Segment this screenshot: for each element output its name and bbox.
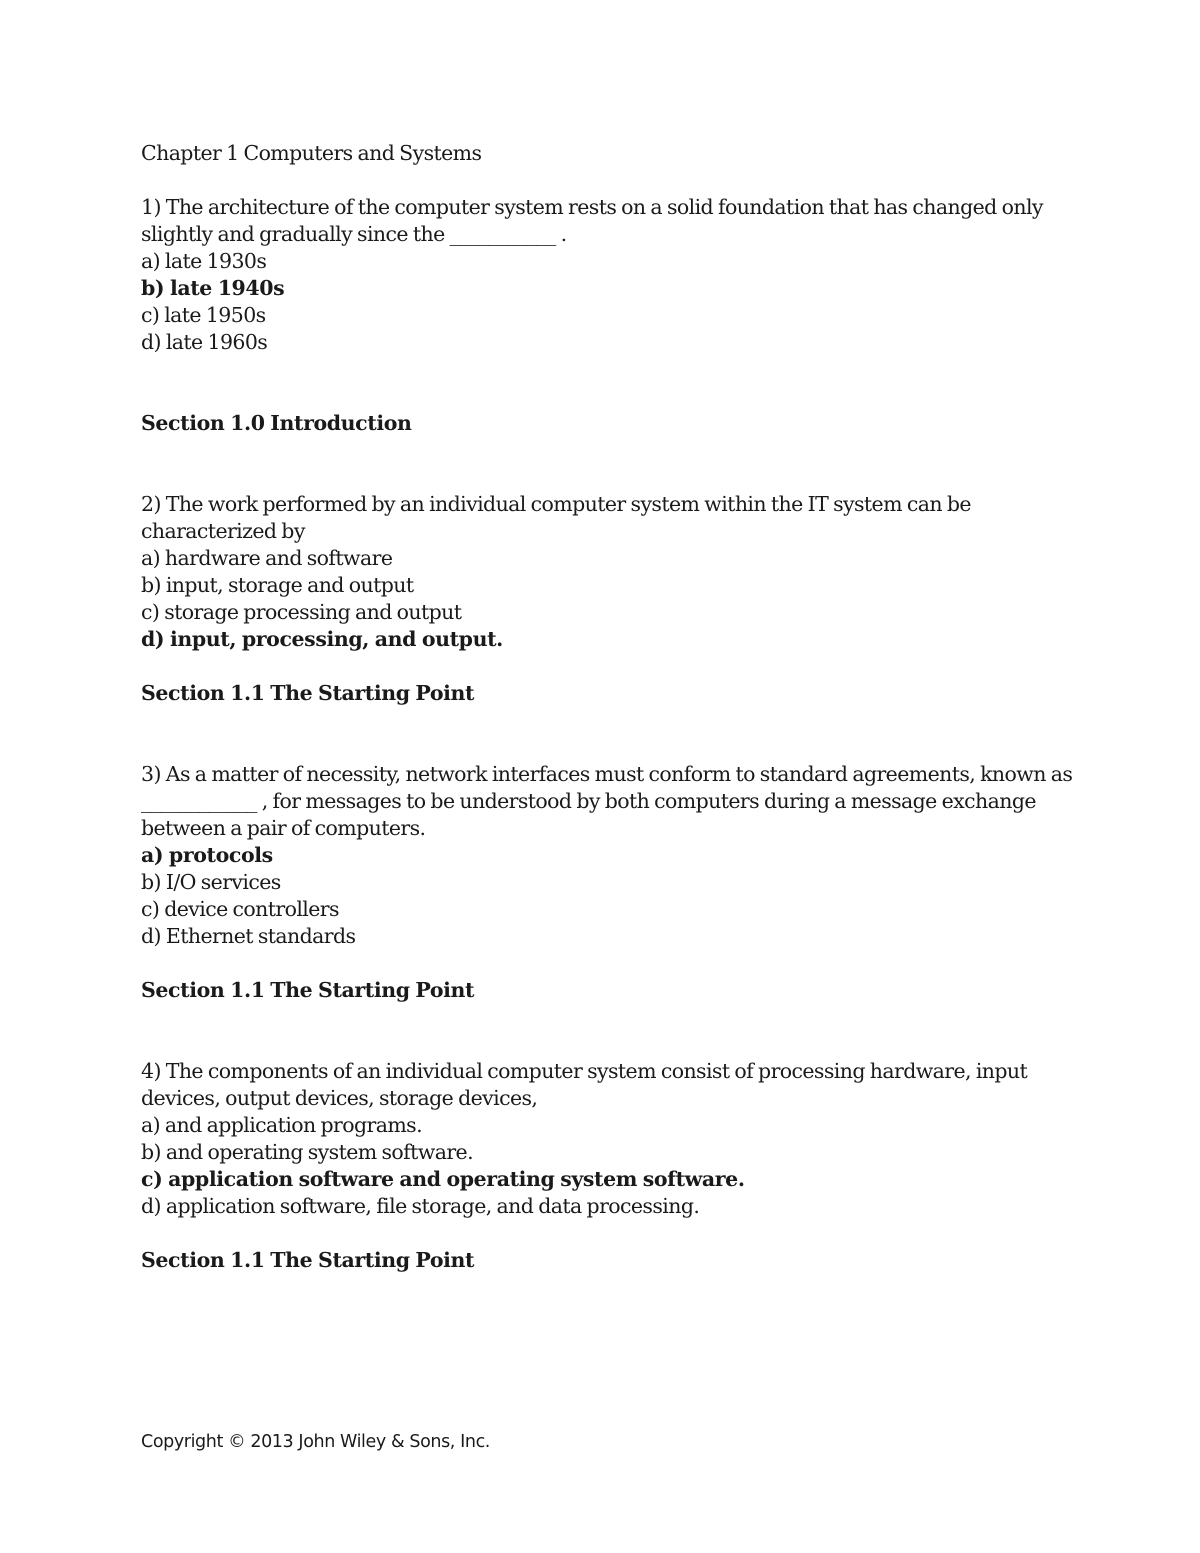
- question-2: [141, 491, 1061, 707]
- answer-option: b) and operating system software.: [141, 1140, 474, 1164]
- document-body: [141, 140, 1073, 1274]
- section-reference: Section 1.0 Introduction: [141, 411, 412, 435]
- answer-option: d) application software, file storage, and data processing.: [141, 1194, 700, 1218]
- answer-option: c) device controllers: [141, 897, 339, 921]
- answer-option: a) hardware and software: [141, 546, 393, 570]
- question-stem-line: ____________ , for messages to be understood by both computers during a message exchange: [141, 789, 1036, 813]
- question-stem-line: 1) The architecture of the computer system rests on a solid foundation that has changed only: [141, 195, 1043, 219]
- section-reference: Section 1.1 The Starting Point: [141, 681, 475, 705]
- question-stem-line: characterized by: [141, 519, 305, 543]
- question-stem-line: 3) As a matter of necessity, network interfaces must conform to standard agreements, known as: [141, 762, 1073, 786]
- question-stem-line: 2) The work performed by an individual computer system within the IT system can be: [141, 492, 971, 516]
- section-reference: Section 1.1 The Starting Point: [141, 1248, 475, 1272]
- question-stem-line: between a pair of computers.: [141, 816, 426, 840]
- answer-option-correct: b) late 1940s: [141, 276, 285, 300]
- answer-option: c) storage processing and output: [141, 600, 462, 624]
- answer-option: c) late 1950s: [141, 303, 266, 327]
- answer-option: d) late 1960s: [141, 330, 268, 354]
- question-stem-line: devices, output devices, storage devices,: [141, 1086, 538, 1110]
- answer-option: a) late 1930s: [141, 249, 267, 273]
- answer-option: b) input, storage and output: [141, 573, 414, 597]
- question-4: [141, 1058, 1061, 1274]
- answer-option-correct: c) application software and operating system software.: [141, 1167, 745, 1191]
- answer-option: a) and application programs.: [141, 1113, 423, 1137]
- question-stem-line: 4) The components of an individual computer system consist of processing hardware, input: [141, 1059, 1028, 1083]
- question-stem-line: slightly and gradually since the ___________ .: [141, 222, 567, 246]
- section-reference: Section 1.1 The Starting Point: [141, 978, 475, 1002]
- copyright-footer: Copyright © 2013 John Wiley & Sons, Inc.: [141, 1432, 490, 1452]
- answer-option: b) I/O services: [141, 870, 281, 894]
- answer-option: d) Ethernet standards: [141, 924, 356, 948]
- answer-option-correct: d) input, processing, and output.: [141, 627, 503, 651]
- question-3: [141, 761, 1073, 1004]
- answer-option-correct: a) protocols: [141, 843, 273, 867]
- chapter-title: Chapter 1 Computers and Systems: [141, 141, 482, 165]
- question-1: [141, 194, 1061, 437]
